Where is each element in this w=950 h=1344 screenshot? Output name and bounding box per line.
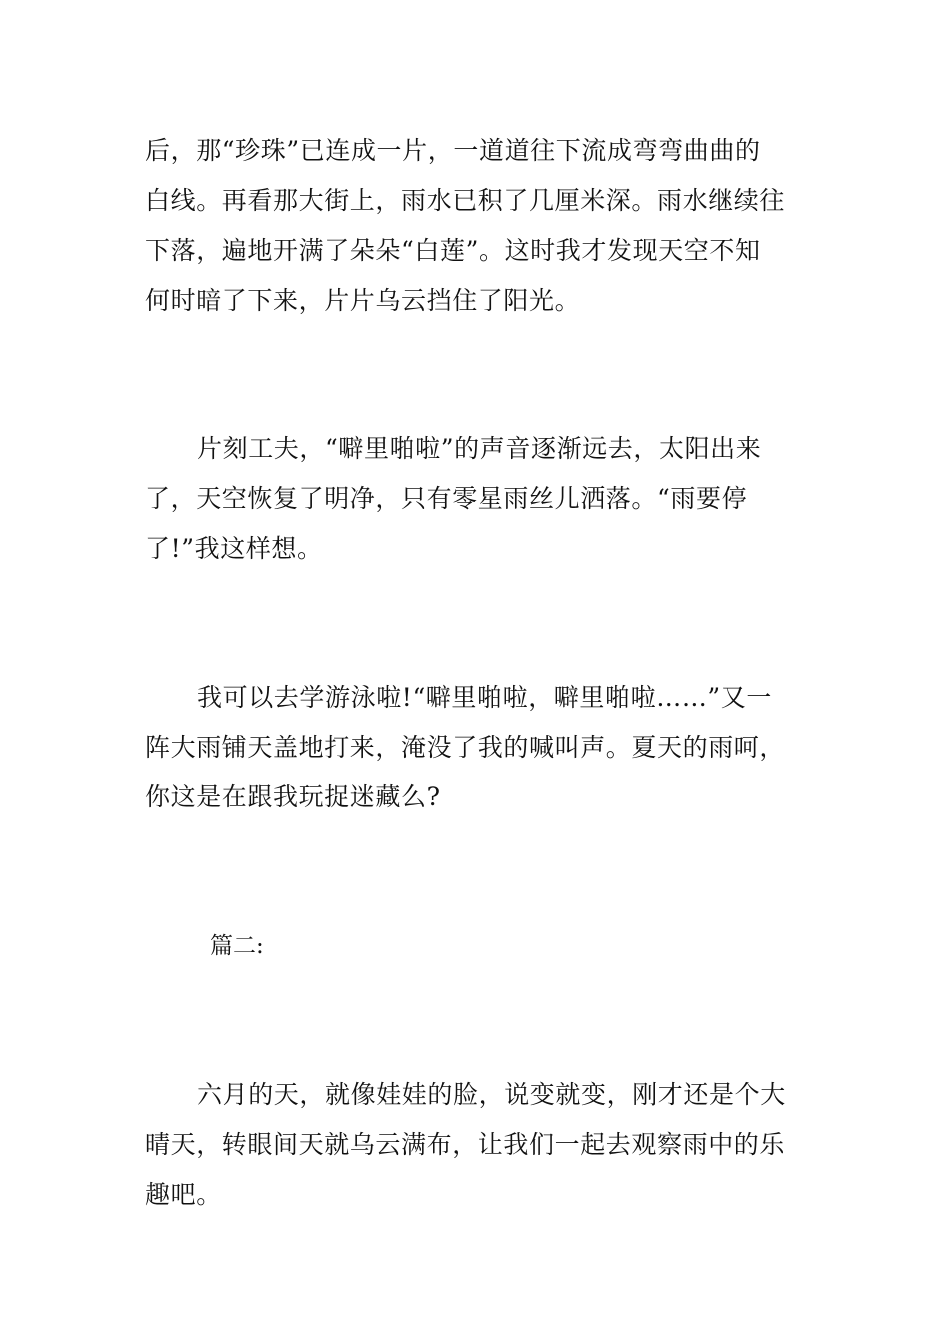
paragraph-line: 阵大雨铺天盖地打来，淹没了我的喊叫声。夏天的雨呵，	[145, 733, 786, 762]
section-heading: 篇二:	[210, 933, 264, 959]
paragraph-line: 六月的天，就像娃娃的脸，说变就变，刚才还是个大	[197, 1080, 786, 1109]
paragraph-line: 趣吧。	[145, 1180, 222, 1209]
paragraph-line: 了!”我这样想。	[145, 534, 323, 563]
paragraph-line: 片刻工夫，“噼里啪啦”的声音逐渐远去，太阳出来	[197, 434, 762, 463]
paragraph-line: 何时暗了下来，片片乌云挡住了阳光。	[145, 286, 581, 315]
paragraph-line: 下落，遍地开满了朵朵“白莲”。这时我才发现天空不知	[145, 236, 761, 265]
paragraph-line: 后，那“珍珠”已连成一片，一道道往下流成弯弯曲曲的	[145, 136, 761, 165]
paragraph-line: 我可以去学游泳啦!“噼里啪啦，噼里啪啦……”又一	[197, 683, 773, 712]
paragraph-line: 白线。再看那大街上，雨水已积了几厘米深。雨水继续往	[145, 186, 786, 215]
paragraph-line: 晴天，转眼间天就乌云满布，让我们一起去观察雨中的乐	[145, 1130, 786, 1159]
paragraph-line: 你这是在跟我玩捉迷藏么?	[145, 782, 441, 811]
paragraph-line: 了，天空恢复了明净，只有零星雨丝儿洒落。“雨要停	[145, 484, 748, 513]
